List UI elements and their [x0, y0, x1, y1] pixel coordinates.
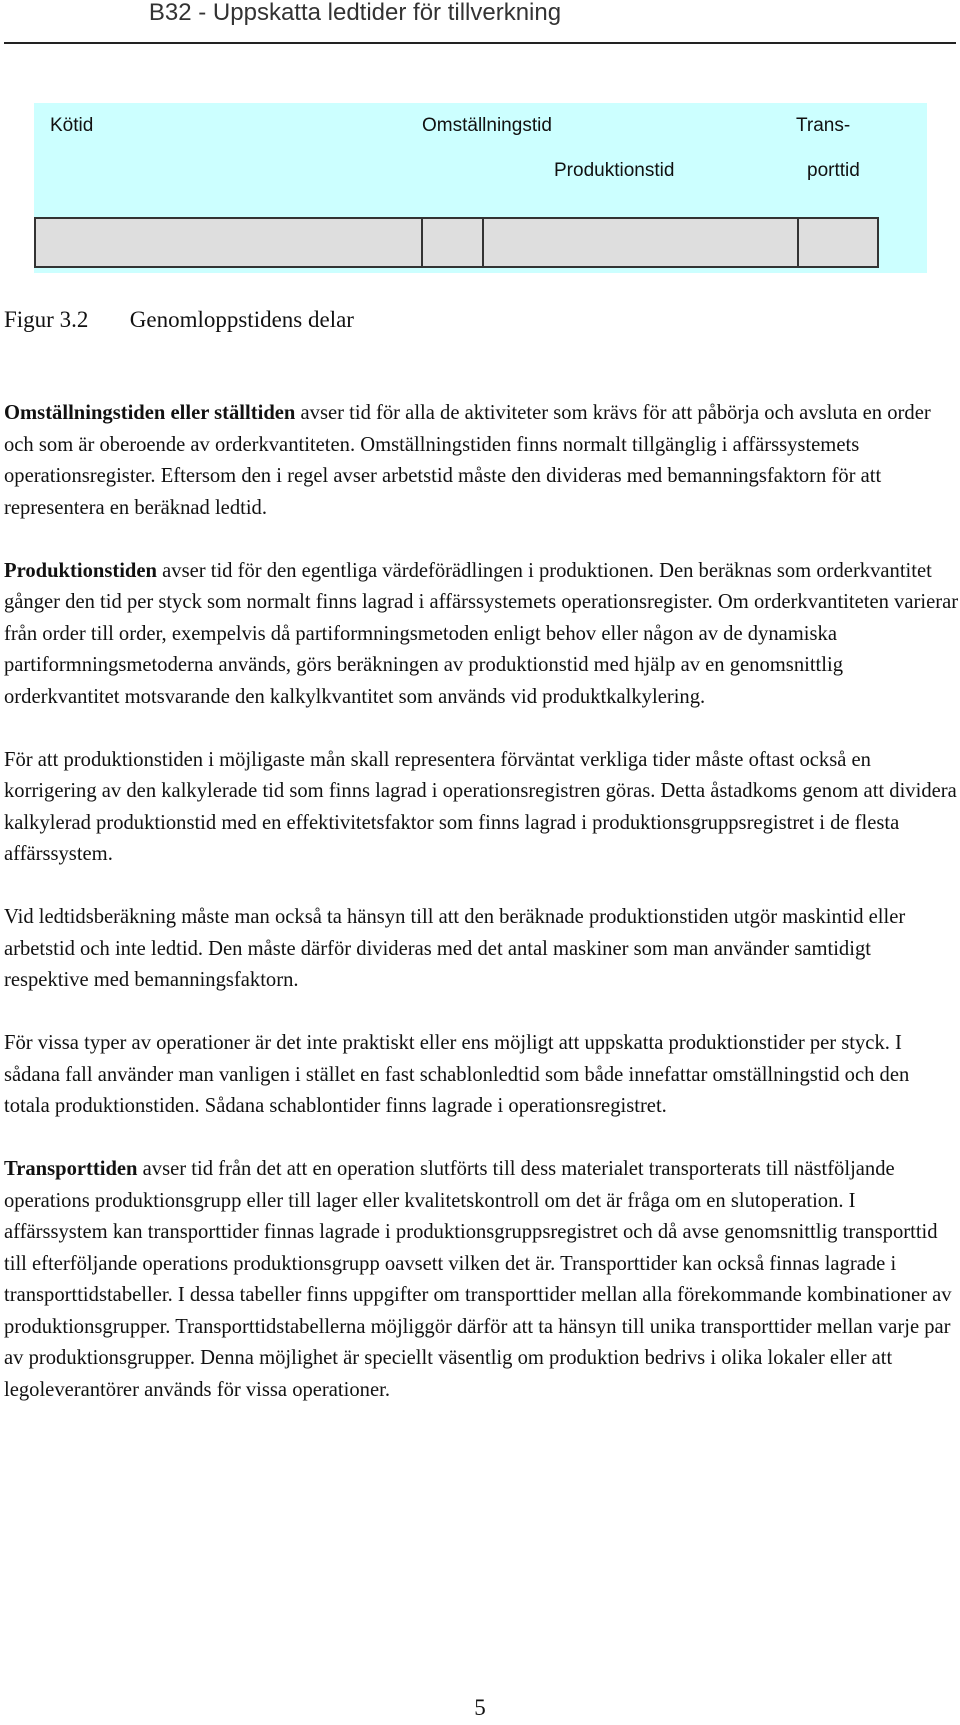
page-header-title: B32 - Uppskatta ledtider för tillverkning — [148, 0, 562, 26]
paragraph-schablonledtid — [4, 1028, 960, 1123]
timeline-divider-1 — [421, 219, 423, 266]
figure-label-porttid: porttid — [807, 160, 860, 181]
figure-label-produktionstid: Produktionstid — [554, 160, 675, 181]
page-number: 5 — [474, 1695, 486, 1720]
caption-number: Figur 3.2 — [4, 307, 89, 332]
figure-label-kotid: Kötid — [50, 115, 94, 136]
timeline-divider-2 — [482, 219, 484, 266]
term-produktionstiden: Produktionstiden — [4, 559, 157, 582]
paragraph-text: avser tid från det att en operation slutförts till dess materialet transporterats till nästföljande operations produktionsgrupp eller till lager eller kvalitetskontroll om det är fråga om en slutoperation. I affärssystem kan transporttider finnas lagrade i produktionsgruppsregistret och då avse genomsnittlig transporttid till efterföljande operations produktionsgrupp oavsett vilken det är. Transporttider kan också finnas lagrade i transporttidstabeller. I dessa tabeller finns uppgifter om transporttider mellan alla förekommande kombinationer av produktionsgrupper. Transporttidstabellerna möjliggör därför att ta hänsyn till unika transporttider mellan varje par av produktionsgrupper. Denna möjlighet är speciellt väsentlig om produktion bedrivs i olika lokaler eller att legoleverantörer används för vissa operationer. — [4, 1158, 952, 1401]
paragraph-text: avser tid för den egentliga värdeförädlingen i produktionen. Den beräknas som orderkvantitet gånger den tid per styck som normalt finns lagrad i affärssystemets operationsregister. Om orderkvantiteten varierar från order till order, exempelvis då partiformningsmetoden enligt behov eller någon av de dynamiska partiformningsmetoderna används, görs beräkningen av produktionstid med hjälp av en genomsnittlig orderkvantitet motsvarande den kalkylkvantitet som används vid produktkalkylering. — [4, 559, 959, 708]
caption-text: Genomloppstidens delar — [129, 307, 354, 332]
timeline-bar — [34, 217, 879, 268]
paragraph-text: För vissa typer av operationer är det inte praktiskt eller ens möjligt att uppskatta produktionstider per styck. I sådana fall använder man vanligen i stället en fast schablonledtid som både innefattar omställningstid och den totala produktionstiden. Sådana schablontider finns lagrade i operationsregistret. — [4, 1032, 910, 1117]
term-omstallningstiden: Omställningstiden eller ställtiden — [4, 402, 296, 424]
paragraph-omstallningstid — [4, 398, 960, 524]
paragraph-text: avser tid för alla de aktiviteter som krävs för att påbörja och avsluta en order och som är oberoende av orderkvantiteten. Omställningstiden finns normalt tillgänglig i affärssystemets operationsregister. Eftersom den i regel avser arbetstid måste den divideras med bemanningsfaktorn för att representera en beräknad ledtid. — [4, 402, 931, 519]
paragraph-ledtidsberakning — [4, 902, 960, 997]
figure-caption — [4, 306, 354, 334]
paragraph-text: För att produktionstiden i möjligaste mån skall representera förväntat verkliga tider måste oftast också en korrigering av den kalkylerade tid som finns lagrad i operationsregistren göras. Detta åstadkoms genom att dividera kalkylerad produktionstid med en effektivitetsfaktor som finns lagrad i produktionsgruppsregistret i de flesta affärssystem. — [4, 748, 957, 865]
paragraph-korrigering — [4, 745, 960, 871]
figure-label-omstallningstid: Omställningstid — [422, 115, 552, 136]
header-rule — [4, 42, 956, 44]
timeline-divider-3 — [797, 219, 799, 266]
body-text — [4, 398, 960, 1438]
term-transporttiden: Transporttiden — [4, 1158, 138, 1180]
paragraph-transporttid — [4, 1154, 960, 1406]
lead-time-figure — [34, 103, 927, 273]
paragraph-text: Vid ledtidsberäkning måste man också ta hänsyn till att den beräknade produktionstiden utgör maskintid eller arbetstid och inte ledtid. Den måste därför divideras med det antal maskiner som man använder samtidigt respektive med bemanningsfaktorn. — [4, 906, 906, 991]
figure-label-trans: Trans- — [796, 115, 851, 136]
paragraph-produktionstid — [4, 556, 960, 714]
